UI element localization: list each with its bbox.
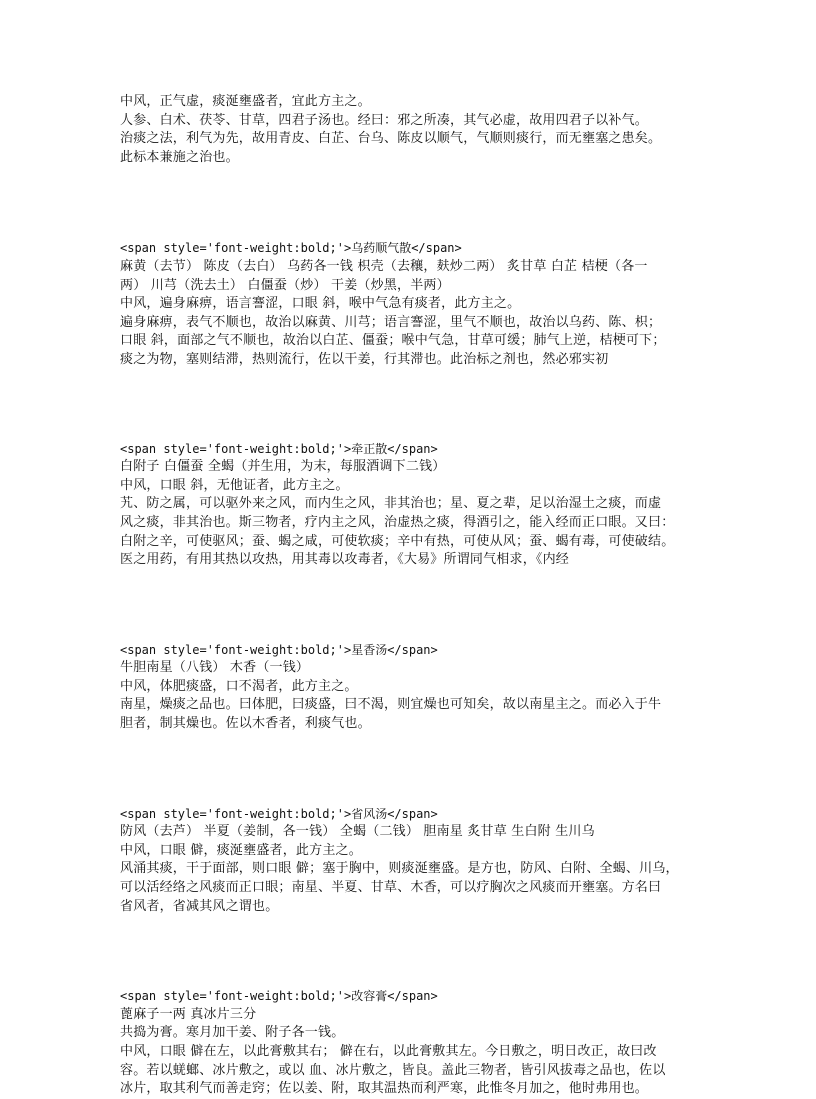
text-line: 此标本兼施之治也。 (120, 149, 239, 165)
document-page (120, 93, 700, 1099)
text-line: 白附子 白僵蚕 全蝎（并生用，为末，每服酒调下二钱） (120, 459, 446, 475)
section-spacer (120, 570, 700, 641)
text-line: 南星，燥痰之品也。曰体肥，曰痰盛，曰不渴，则宜燥也可知矣，故以南星主之。而必入于牛 (120, 697, 662, 713)
text-line: 痰之为物，塞则结滞，热则流行，佐以干姜，行其滞也。此治标之剂也，然必邪实初 (120, 351, 609, 367)
text-line: 蓖麻子一两 真冰片三分 (120, 1006, 257, 1022)
section-gairong-gao (120, 987, 700, 1099)
text-line: 胆者，制其燥也。佐以木香者，利痰气也。 (120, 716, 371, 732)
section-intro (120, 93, 700, 167)
section-spacer (120, 916, 700, 987)
section-qianzheng-san (120, 440, 700, 570)
section-heading: <span style='font-weight:bold;'>牵正散</span> (120, 441, 438, 456)
text-line: 中风，正气虚，痰涎壅盛者，宜此方主之。 (120, 94, 371, 109)
section-wuyao-shunqi-san (120, 239, 700, 369)
text-line: 两） 川芎（洗去土） 白僵蚕（炒） 干姜（炒黑，半两） (120, 277, 450, 293)
text-line: 白附之辛，可使驱风；蚕、蝎之咸，可使软痰；辛中有热，可使从风；蚕、蝎有毒，可使破结。 (120, 533, 675, 549)
section-xingxiang-tang (120, 641, 700, 734)
text-line: 麻黄（去节） 陈皮（去白） 乌药各一钱 枳壳（去穰，麸炒二两） 炙甘草 白芷 桔梗（各一 (120, 258, 648, 274)
text-line: 省风者，省减其风之谓也。 (120, 898, 279, 914)
section-shengfeng-tang (120, 805, 700, 917)
text-line: 中风，遍身麻痹，语言謇涩，口眼 斜，喉中气急有痰者，此方主之。 (120, 296, 521, 312)
text-line: 艽、防之属，可以驱外来之风，而内生之风，非其治也；星、夏之辈，足以治湿土之痰，而虚 (120, 496, 662, 512)
section-heading: <span style='font-weight:bold;'>乌药顺气散</span> (120, 241, 462, 256)
text-line: 中风，体肥痰盛，口不渴者，此方主之。 (120, 678, 358, 694)
text-line: 风涌其痰，干于面部，则口眼 僻；塞于胸中，则痰涎壅盛。是方也，防风、白附、全蝎、川乌， (120, 861, 679, 877)
text-line: 治痰之法，利气为先，故用青皮、白芷、台乌、陈皮以顺气，气顺则痰行，而无壅塞之患矣。 (120, 131, 662, 147)
section-spacer (120, 734, 700, 805)
text-line: 防风（去芦） 半夏（姜制，各一钱） 全蝎（二钱） 胆南星 炙甘草 生白附 生川乌 (120, 824, 595, 840)
text-line: 中风，口眼 僻在左，以此膏敷其右； 僻在右，以此膏敷其左。今日敷之，明日改正，故曰改 (120, 1044, 657, 1059)
section-heading: <span style='font-weight:bold;'>省风汤</span> (120, 806, 438, 821)
text-line: 医之用药，有用其热以攻热，用其毒以攻毒者，《大易》所谓同气相求，《内经 (120, 552, 570, 568)
section-heading: <span style='font-weight:bold;'>改容膏</span> (120, 989, 438, 1004)
text-line: 冰片，取其利气而善走窍；佐以姜、附，取其温热而利严寒，此惟冬月加之，他时弗用也。 (120, 1081, 649, 1097)
text-line: 人参、白术、茯苓、甘草，四君子汤也。经曰：邪之所凑，其气必虚，故用四君子以补气。 (120, 112, 649, 128)
text-line: 口眼 斜，面部之气不顺也，故治以白芷、僵蚕；喉中气急，甘草可缓；肺气上逆，桔梗可下； (120, 333, 666, 349)
text-line: 共捣为膏。寒月加干姜、附子各一钱。 (120, 1025, 345, 1041)
text-line: 可以活经络之风痰而正口眼；南星、半夏、甘草、木香，可以疗胸次之风痰而开壅塞。方名曰 (120, 880, 662, 896)
section-spacer (120, 370, 700, 440)
text-line: 牛胆南星（八钱） 木香（一钱） (120, 660, 310, 676)
text-line: 容。若以蜣螂、冰片敷之，或以 血、冰片敷之，皆良。盖此三物者，皆引风拔毒之品也，佐以 (120, 1062, 666, 1078)
text-line: 中风，口眼 僻，痰涎壅盛者，此方主之。 (120, 842, 362, 858)
section-heading: <span style='font-weight:bold;'>星香汤</span> (120, 642, 438, 657)
text-line: 风之痰，非其治也。斯三物者，疗内主之风，治虚热之痰，得酒引之，能入经而正口眼。又曰： (120, 514, 675, 530)
text-line: 遍身麻痹，表气不顺也，故治以麻黄、川芎；语言謇涩，里气不顺也，故治以乌药、陈、枳； (120, 314, 662, 330)
section-spacer (120, 167, 700, 239)
text-line: 中风，口眼 斜，无他证者，此方主之。 (120, 477, 349, 493)
